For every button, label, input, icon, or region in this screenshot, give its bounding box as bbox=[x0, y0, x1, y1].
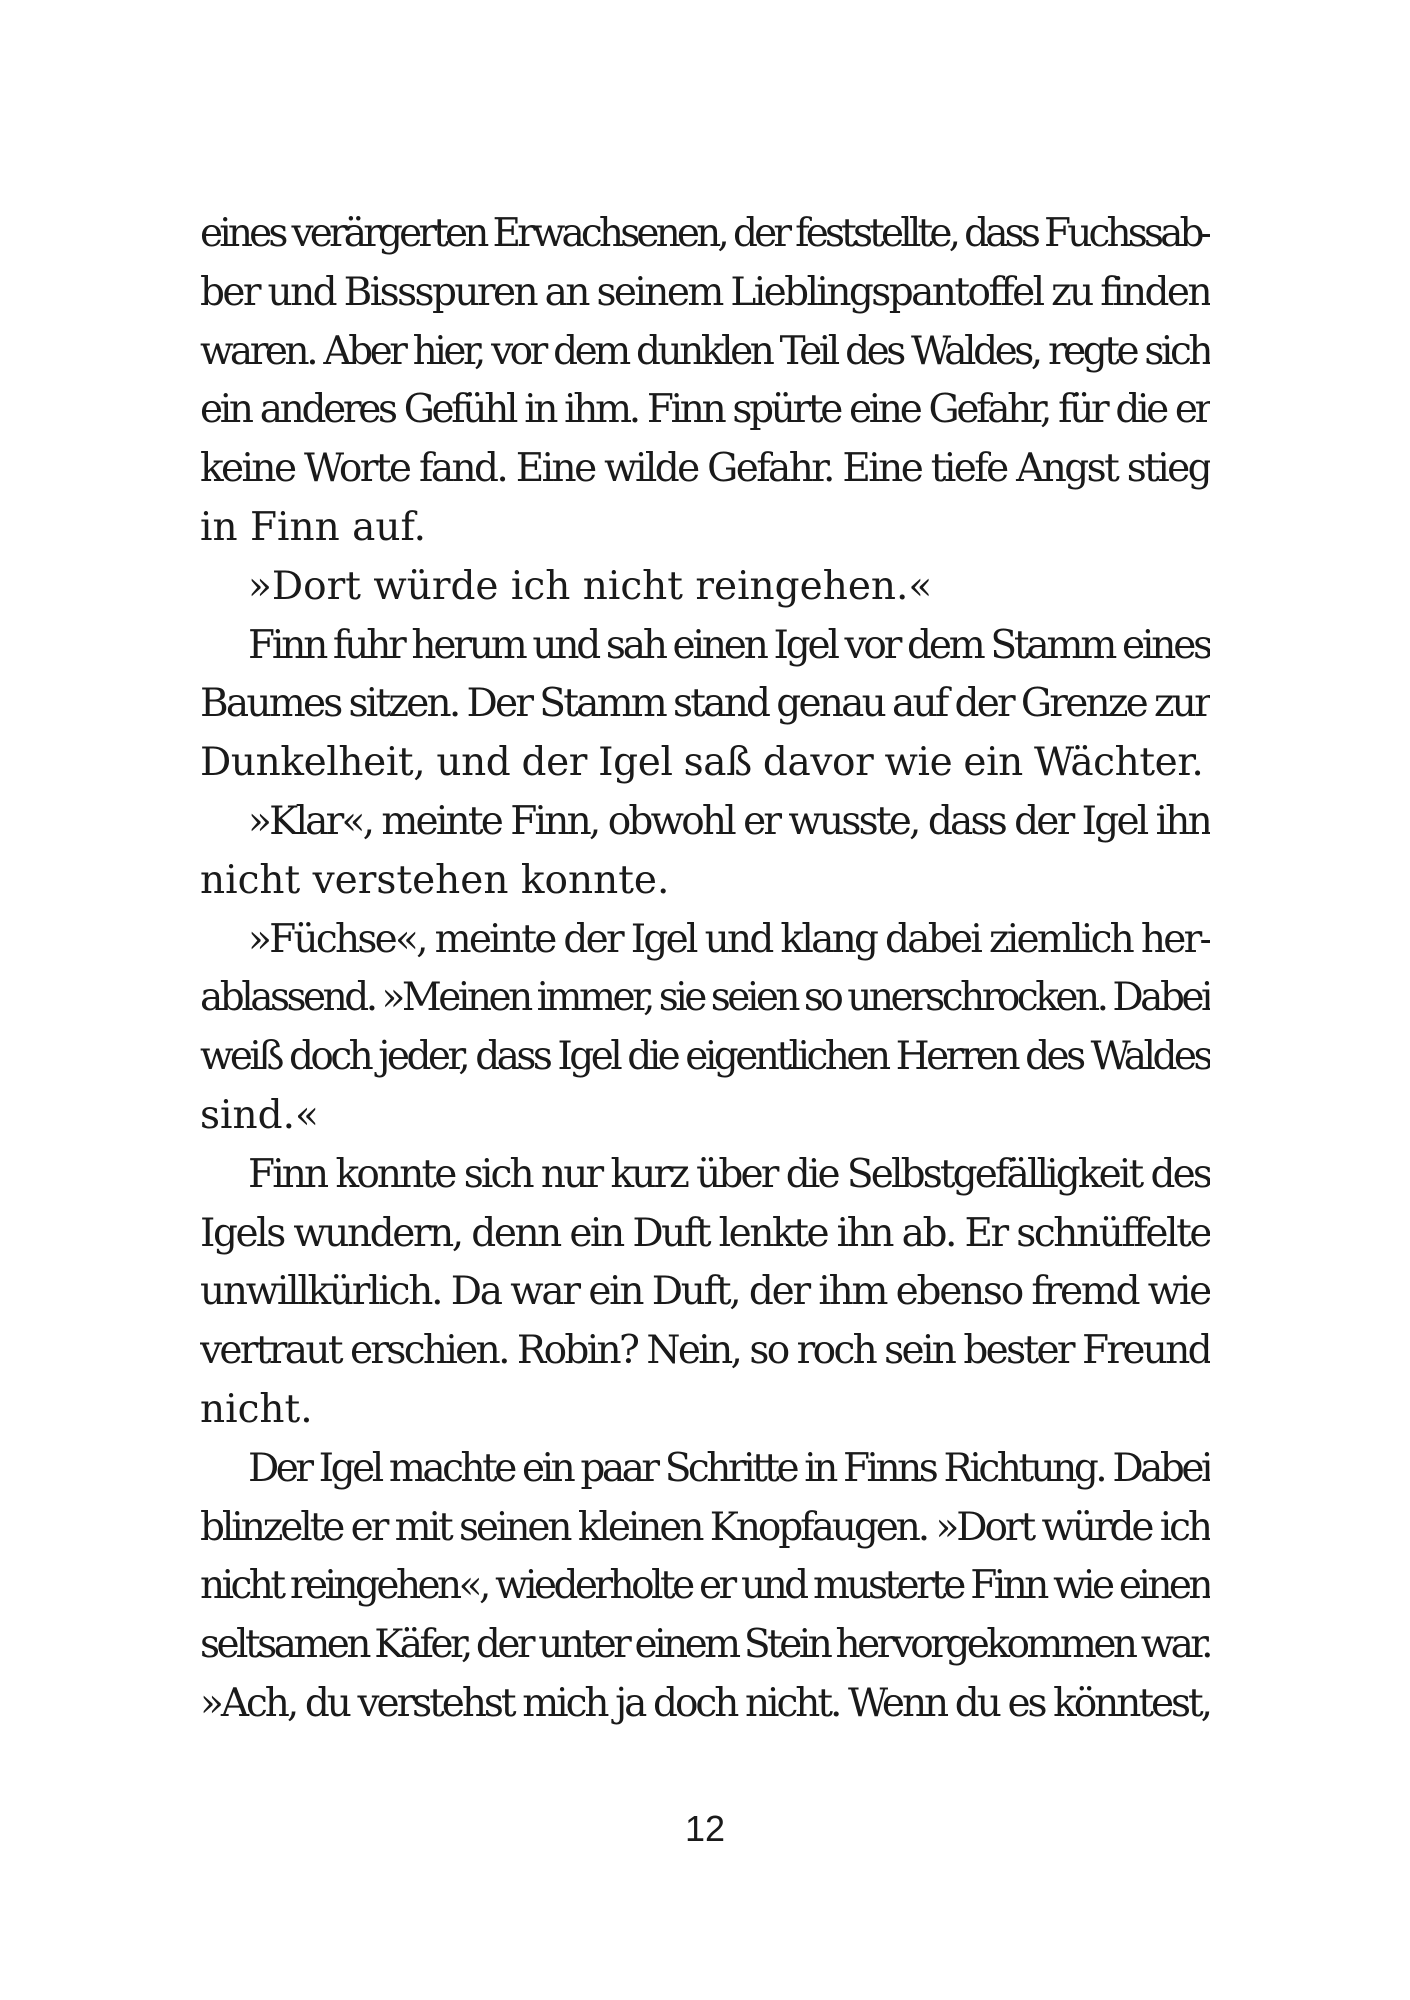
text-line: »Ach, du verstehst mich ja doch nicht. Wenn du es könntest, bbox=[200, 1680, 1210, 1726]
text-line: Finn konnte sich nur kurz über die Selbstgefälligkeit des bbox=[248, 1151, 1210, 1197]
text-line: blinzelte er mit seinen kleinen Knopfaugen. »Dort würde ich bbox=[200, 1504, 1210, 1550]
text-line: nicht reingehen«, wiederholte er und musterte Finn wie einen bbox=[200, 1563, 1210, 1609]
text-line: nicht. bbox=[200, 1386, 313, 1432]
text-line: ablassend. »Meinen immer, sie seien so unerschrocken. Dabei bbox=[200, 975, 1210, 1021]
text-line: vertraut erschien. Robin? Nein, so roch sein bester Freund bbox=[200, 1328, 1210, 1374]
text-line: seltsamen Käfer, der unter einem Stein hervorgekommen war. bbox=[200, 1622, 1210, 1668]
text-line: Igels wundern, denn ein Duft lenkte ihn ab. Er schnüffelte bbox=[200, 1210, 1210, 1256]
text-line: waren. Aber hier, vor dem dunklen Teil des Waldes, regte sich bbox=[200, 328, 1210, 374]
text-line: unwillkürlich. Da war ein Duft, der ihm ebenso fremd wie bbox=[200, 1269, 1210, 1315]
text-line: keine Worte fand. Eine wilde Gefahr. Eine tiefe Angst stieg bbox=[200, 446, 1210, 492]
text-line: »Füchse«, meinte der Igel und klang dabei ziemlich her- bbox=[248, 916, 1210, 962]
text-line: »Klar«, meinte Finn, obwohl er wusste, dass der Igel ihn bbox=[248, 798, 1210, 844]
text-line: Finn fuhr herum und sah einen Igel vor dem Stamm eines bbox=[248, 622, 1210, 668]
text-line: ein anderes Gefühl in ihm. Finn spürte eine Gefahr, für die er bbox=[200, 387, 1210, 433]
text-line: Der Igel machte ein paar Schritte in Finns Richtung. Dabei bbox=[248, 1445, 1210, 1491]
text-line: sind.« bbox=[200, 1092, 319, 1138]
text-line: Dunkelheit, und der Igel saß davor wie ein Wächter. bbox=[200, 740, 1204, 786]
text-line: eines verärgerten Erwachsenen, der feststellte, dass Fuchssab- bbox=[200, 211, 1210, 256]
text-line: nicht verstehen konnte. bbox=[200, 857, 670, 903]
text-line: weiß doch jeder, dass Igel die eigentlichen Herren des Waldes bbox=[200, 1034, 1210, 1080]
page-number: 12 bbox=[684, 1808, 726, 1849]
text-line: Baumes sitzen. Der Stamm stand genau auf der Grenze zur bbox=[200, 681, 1210, 727]
text-line: in Finn auf. bbox=[200, 504, 426, 550]
body-text bbox=[200, 205, 1210, 1734]
text-line: ber und Bissspuren an seinem Lieblingspantoffel zu finden bbox=[200, 269, 1210, 315]
text-line: »Dort würde ich nicht reingehen.« bbox=[248, 563, 933, 609]
